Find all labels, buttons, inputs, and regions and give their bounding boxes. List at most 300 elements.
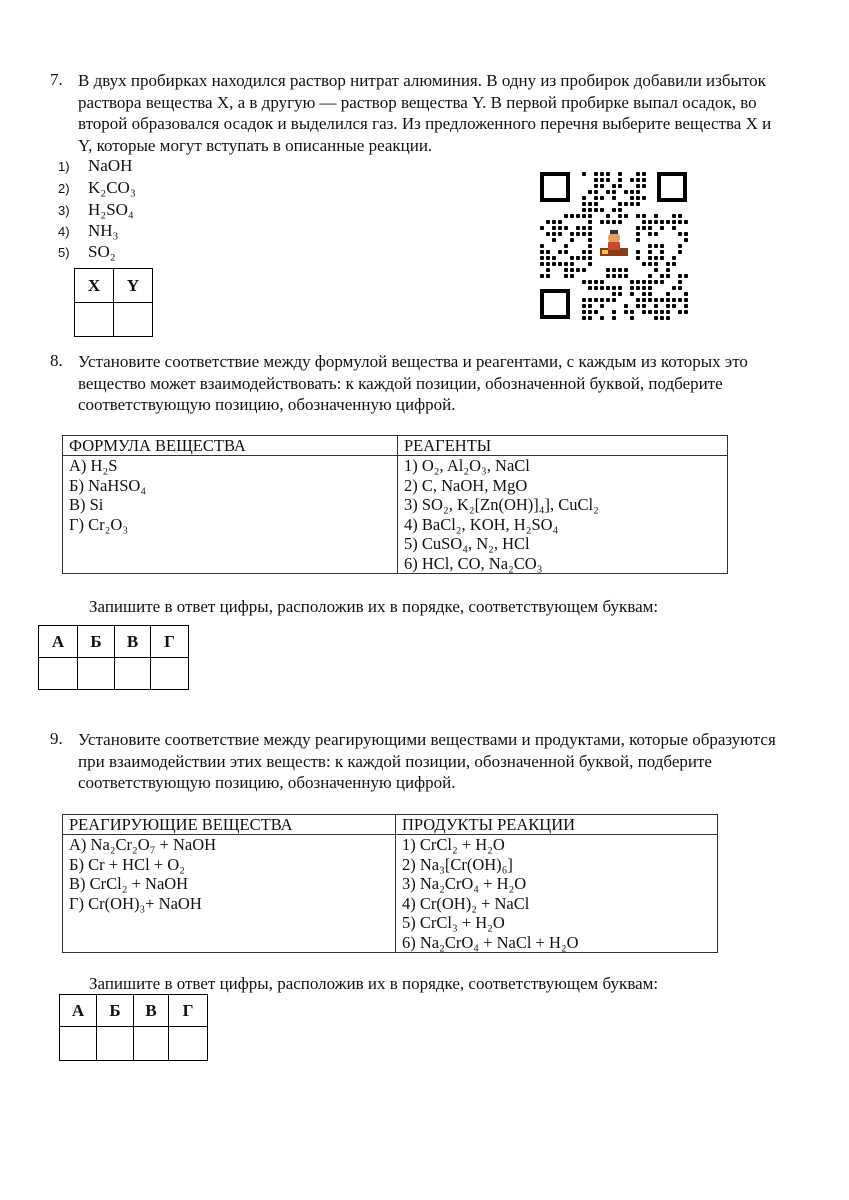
qr-module: [666, 316, 670, 320]
qr-module: [570, 256, 574, 260]
qr-module: [672, 226, 676, 230]
qr-module: [582, 172, 586, 176]
qr-module: [606, 268, 610, 272]
qr-module: [648, 292, 652, 296]
qr-module: [564, 226, 568, 230]
qr-module: [606, 220, 610, 224]
qr-module: [678, 220, 682, 224]
qr-module: [630, 202, 634, 206]
qr-module: [636, 286, 640, 290]
qr-module: [642, 298, 646, 302]
q9-answer-table: [59, 994, 208, 1061]
qr-module: [594, 286, 598, 290]
qr-module: [654, 214, 658, 218]
option-number: 5): [58, 245, 70, 260]
qr-module: [654, 220, 658, 224]
q9-left-header: РЕАГИРУЮЩИЕ ВЕЩЕСТВА: [63, 815, 396, 835]
qr-module: [564, 274, 568, 278]
q8-text-line: соответствующую позицию, обозначенную цифрой.: [78, 395, 456, 414]
q7-text-line: Y, которые могут вступать в описанные реакции.: [78, 135, 433, 155]
qr-module: [636, 256, 640, 260]
qr-module: [582, 214, 586, 218]
qr-module: [552, 226, 556, 230]
qr-module: [594, 310, 598, 314]
qr-module: [540, 244, 544, 248]
qr-module: [588, 280, 592, 284]
qr-module: [582, 298, 586, 302]
qr-module: [666, 268, 670, 272]
qr-module: [588, 262, 592, 266]
qr-module: [654, 280, 658, 284]
qr-finder-top-left: ✦: [540, 172, 570, 202]
qr-module: [588, 304, 592, 308]
answer-header-b: Б: [97, 995, 134, 1027]
qr-module: [564, 262, 568, 266]
qr-module: [552, 256, 556, 260]
qr-module: [672, 298, 676, 302]
qr-module: [540, 226, 544, 230]
qr-module: [588, 286, 592, 290]
qr-module: [654, 232, 658, 236]
qr-module: [570, 274, 574, 278]
qr-module: [654, 298, 658, 302]
qr-module: [678, 214, 682, 218]
qr-module: [672, 262, 676, 266]
qr-module: [570, 232, 574, 236]
q9-answer-prompt: Запишите в ответ цифры, расположив их в порядке, соответствующем буквам:: [89, 974, 659, 993]
option-formula: K₂CO₃: [88, 178, 136, 197]
answer-header-a: А: [60, 995, 97, 1027]
q8-right-item: 1) O₂, Al₂O₃, NaCl: [404, 456, 530, 475]
answer-cell-g[interactable]: [169, 1027, 208, 1061]
answer-cell-v[interactable]: [134, 1027, 169, 1061]
qr-module: [648, 280, 652, 284]
qr-module: [678, 274, 682, 278]
qr-module: [606, 274, 610, 278]
qr-finder-top-right: ✦: [657, 172, 687, 202]
qr-module: [540, 274, 544, 278]
answer-header-a: А: [39, 626, 78, 658]
qr-module: [540, 250, 544, 254]
qr-module: [546, 268, 550, 272]
qr-module: [666, 298, 670, 302]
qr-module: [636, 250, 640, 254]
qr-module: [588, 244, 592, 248]
qr-module: [582, 202, 586, 206]
q8-left-column: [63, 456, 398, 574]
qr-module: [612, 286, 616, 290]
qr-module: [672, 256, 676, 260]
q8-left-item: Г) Cr₂O₃: [69, 514, 129, 534]
qr-module: [660, 220, 664, 224]
q8-text-line: Установите соответствие между формулой вещества и реагентами, с каждым из которых это: [78, 352, 748, 371]
qr-module: [648, 256, 652, 260]
qr-module: [618, 214, 622, 218]
qr-module: [582, 304, 586, 308]
qr-module: [642, 262, 646, 266]
qr-module: [606, 214, 610, 218]
qr-module: [624, 214, 628, 218]
option-number: 1): [58, 159, 70, 174]
qr-module: [588, 310, 592, 314]
qr-module: [678, 310, 682, 314]
q9-number: 9.: [50, 729, 63, 748]
q9-right-item: 2) Na₃[Cr(OH)₆]: [402, 854, 513, 874]
answer-header-v: В: [115, 626, 151, 658]
qr-module: [564, 214, 568, 218]
qr-module: [588, 232, 592, 236]
qr-module: [588, 214, 592, 218]
qr-module: [582, 208, 586, 212]
answer-header-v: В: [134, 995, 169, 1027]
qr-module: [558, 262, 562, 266]
qr-module: [546, 274, 550, 278]
qr-logo-icon: [596, 226, 632, 262]
answer-cell-b[interactable]: [97, 1027, 134, 1061]
qr-module: [654, 304, 658, 308]
qr-module: [558, 250, 562, 254]
qr-module: [588, 226, 592, 230]
q7-text-line: В двух пробирках находился раствор нитрат алюминия. В одну из пробирок добавили избыток: [78, 71, 766, 90]
qr-module: [612, 310, 616, 314]
q9-text: [78, 729, 808, 794]
qr-module: [642, 292, 646, 296]
qr-module: [612, 190, 616, 194]
qr-module: [642, 310, 646, 314]
qr-module: [648, 274, 652, 278]
qr-module: [546, 262, 550, 266]
qr-module: [648, 250, 652, 254]
qr-module: [648, 298, 652, 302]
qr-module: [606, 172, 610, 176]
qr-module: [642, 304, 646, 308]
qr-module: [582, 268, 586, 272]
qr-module: [642, 280, 646, 284]
qr-module: [600, 304, 604, 308]
qr-module: [684, 310, 688, 314]
qr-module: [654, 262, 658, 266]
q9-left-item: Б) Cr + HCl + O₂: [69, 854, 185, 874]
qr-module: [612, 268, 616, 272]
qr-finder-bottom-left: ✦: [540, 289, 570, 319]
qr-module: [654, 256, 658, 260]
qr-module: [660, 310, 664, 314]
qr-module: [606, 190, 610, 194]
q9-right-header: ПРОДУКТЫ РЕАКЦИИ: [396, 815, 718, 835]
qr-module: [660, 226, 664, 230]
qr-module: [636, 232, 640, 236]
qr-module: [588, 202, 592, 206]
q9-right-item: 5) CrCl₃ + H₂O: [402, 913, 505, 932]
q8-right-header: РЕАГЕНТЫ: [398, 436, 728, 456]
qr-module: [588, 316, 592, 320]
qr-module: [630, 196, 634, 200]
answer-cell-v[interactable]: [115, 658, 151, 690]
qr-module: [576, 268, 580, 272]
answer-cell-g[interactable]: [151, 658, 189, 690]
qr-module: [678, 286, 682, 290]
q8-right-item: 2) C, NaOH, MgO: [404, 475, 528, 495]
qr-module: [642, 172, 646, 176]
qr-module: [654, 316, 658, 320]
qr-module: [564, 268, 568, 272]
qr-module: [576, 226, 580, 230]
q9-right-column: [396, 835, 718, 953]
qr-module: [600, 172, 604, 176]
qr-module: [636, 178, 640, 182]
qr-module: [648, 226, 652, 230]
qr-module: [636, 298, 640, 302]
qr-module: [672, 286, 676, 290]
q8-text: [78, 351, 798, 416]
qr-module: [630, 286, 634, 290]
qr-module: [642, 184, 646, 188]
answer-header-g: Г: [151, 626, 189, 658]
qr-module: [648, 262, 652, 266]
qr-module: [666, 310, 670, 314]
qr-module: [624, 310, 628, 314]
qr-module: [540, 262, 544, 266]
qr-module: [588, 208, 592, 212]
q7-option-2: [58, 177, 136, 198]
qr-module: [612, 298, 616, 302]
qr-module: [672, 214, 676, 218]
q7-option-3: [58, 199, 134, 220]
qr-module: [600, 208, 604, 212]
qr-module: [594, 202, 598, 206]
qr-module: [642, 214, 646, 218]
qr-module: [636, 190, 640, 194]
qr-module: [624, 190, 628, 194]
qr-module: [600, 178, 604, 182]
option-formula: H₂SO₄: [88, 200, 134, 219]
option-number: 2): [58, 181, 70, 196]
qr-module: [684, 220, 688, 224]
qr-module: [648, 310, 652, 314]
qr-module: [582, 256, 586, 260]
qr-module: [684, 292, 688, 296]
answer-cell-b[interactable]: [78, 658, 115, 690]
qr-module: [684, 304, 688, 308]
qr-module: [570, 268, 574, 272]
qr-module: [564, 250, 568, 254]
qr-module: [546, 250, 550, 254]
q8-right-column: [398, 456, 728, 574]
qr-module: [576, 256, 580, 260]
qr-module: [612, 316, 616, 320]
q8-text-line: вещество может взаимодействовать: к каждой позиции, обозначенной буквой, подберите: [78, 373, 723, 393]
qr-module: [648, 244, 652, 248]
qr-module: [600, 220, 604, 224]
qr-module: [636, 196, 640, 200]
q9-right-item: 3) Na₂CrO₄ + H₂O: [402, 874, 527, 893]
qr-module: [594, 196, 598, 200]
qr-module: [588, 190, 592, 194]
qr-module: [552, 220, 556, 224]
qr-module: [678, 280, 682, 284]
qr-module: [618, 178, 622, 182]
q8-answer-prompt: Запишите в ответ цифры, расположив их в порядке, соответствующем буквам:: [89, 597, 659, 616]
q9-right-item: 6) Na₂CrO₄ + NaCl + H₂O: [402, 932, 579, 952]
qr-module: [630, 178, 634, 182]
qr-module: [552, 238, 556, 242]
q8-matching-table: [62, 435, 728, 574]
q7-text-line: раствора вещества X, а в другую — раствор вещества Y. В первой пробирке выпал осадок, во: [78, 92, 757, 112]
qr-module: [624, 304, 628, 308]
qr-module: [600, 316, 604, 320]
qr-module: [558, 226, 562, 230]
qr-module: [558, 220, 562, 224]
qr-module: [678, 298, 682, 302]
option-formula: NaOH: [88, 156, 133, 175]
answer-cell-y[interactable]: [114, 303, 153, 337]
qr-module: [594, 184, 598, 188]
qr-module: [582, 280, 586, 284]
qr-module: [666, 274, 670, 278]
qr-module: [594, 172, 598, 176]
qr-module: [648, 232, 652, 236]
qr-module: [612, 220, 616, 224]
qr-module: [618, 220, 622, 224]
q7-text-line: второй образовался осадок и выделился газ. Из предложенного перечня выберите вещества X и: [78, 114, 772, 133]
q9-right-item: 1) CrCl₂ + H₂O: [402, 835, 505, 854]
qr-module: [666, 220, 670, 224]
qr-module: [612, 292, 616, 296]
qr-module: [660, 316, 664, 320]
q8-right-item: 6) HCl, CO, Na₂CO₃: [404, 553, 543, 573]
qr-module: [660, 244, 664, 248]
option-formula: NH₃: [88, 221, 119, 240]
qr-module: [636, 304, 640, 308]
q8-left-item: А) H₂S: [69, 456, 118, 475]
qr-module: [618, 172, 622, 176]
qr-module: [612, 196, 616, 200]
q8-right-item: 5) CuSO₄, N₂, HCl: [404, 534, 530, 553]
qr-module: [588, 256, 592, 260]
qr-module: [558, 232, 562, 236]
qr-module: [546, 232, 550, 236]
qr-module: [636, 202, 640, 206]
qr-module: [600, 298, 604, 302]
q7-option-1: [58, 155, 132, 176]
qr-module: [660, 298, 664, 302]
answer-header-y: Y: [114, 269, 153, 303]
qr-module: [660, 250, 664, 254]
answer-cell-x[interactable]: [75, 303, 114, 337]
option-number: 3): [58, 203, 70, 218]
option-formula: SO₂: [88, 242, 116, 261]
q9-left-item: Г) Cr(OH)₃+ NaOH: [69, 893, 202, 913]
q9-text-line: Установите соответствие между реагирующими веществами и продуктами, которые образуются: [78, 730, 776, 749]
qr-module: [606, 298, 610, 302]
qr-module: [600, 286, 604, 290]
qr-module: [594, 208, 598, 212]
qr-module: [588, 220, 592, 224]
q9-text-line: при взаимодействии этих веществ: к каждой позиции, обозначенной буквой, подберите: [78, 751, 712, 771]
qr-module: [636, 238, 640, 242]
qr-module: [594, 190, 598, 194]
qr-module: [582, 310, 586, 314]
qr-module: [546, 256, 550, 260]
qr-module: [654, 244, 658, 248]
answer-header-b: Б: [78, 626, 115, 658]
qr-module: [618, 292, 622, 296]
qr-module: [636, 184, 640, 188]
qr-module: [570, 214, 574, 218]
qr-module: [588, 238, 592, 242]
qr-module: [540, 256, 544, 260]
qr-module: [642, 226, 646, 230]
qr-module: [642, 196, 646, 200]
qr-module: [612, 208, 616, 212]
qr-module: [570, 238, 574, 242]
qr-module: [630, 310, 634, 314]
qr-module: [618, 184, 622, 188]
qr-module: [576, 232, 580, 236]
q9-left-item: В) CrCl₂ + NaOH: [69, 874, 189, 893]
qr-module: [660, 274, 664, 278]
qr-module: [618, 274, 622, 278]
q8-left-item: Б) NaHSO₄: [69, 475, 147, 495]
q9-matching-table: [62, 814, 718, 953]
qr-module: [642, 286, 646, 290]
qr-module: [636, 280, 640, 284]
qr-module: [684, 232, 688, 236]
qr-module: [648, 220, 652, 224]
qr-module: [678, 244, 682, 248]
answer-cell-a[interactable]: [60, 1027, 97, 1061]
qr-module: [684, 238, 688, 242]
qr-module: [642, 178, 646, 182]
qr-module: [636, 214, 640, 218]
qr-module: [654, 268, 658, 272]
q8-right-item: 4) BaCl₂, KOH, H₂SO₄: [404, 514, 559, 534]
q8-left-header: ФОРМУЛА ВЕЩЕСТВА: [63, 436, 398, 456]
qr-module: [648, 286, 652, 290]
qr-module: [678, 250, 682, 254]
answer-cell-a[interactable]: [39, 658, 78, 690]
q7-answer-table: [74, 268, 153, 337]
qr-module: [552, 232, 556, 236]
qr-module: [588, 298, 592, 302]
qr-module: [618, 268, 622, 272]
qr-module: [618, 208, 622, 212]
q9-left-column: [63, 835, 396, 953]
qr-module: [684, 298, 688, 302]
qr-module: [624, 202, 628, 206]
q7-number: 7.: [50, 70, 63, 89]
qr-module: [624, 274, 628, 278]
qr-module: [612, 274, 616, 278]
qr-module: [582, 196, 586, 200]
qr-module: [678, 232, 682, 236]
q8-number: 8.: [50, 351, 63, 370]
qr-module: [624, 268, 628, 272]
qr-module: [660, 256, 664, 260]
q7-option-5: [58, 241, 116, 262]
qr-module: [582, 316, 586, 320]
qr-module: [654, 310, 658, 314]
qr-module: [594, 178, 598, 182]
qr-module: [546, 220, 550, 224]
qr-code: [536, 168, 691, 323]
option-number: 4): [58, 224, 70, 239]
q9-text-line: соответствующую позицию, обозначенную цифрой.: [78, 773, 456, 792]
qr-module: [606, 178, 610, 182]
q8-right-item: 3) SO₂, K₂[Zn(OH)]₄], CuCl₂: [404, 495, 599, 514]
qr-module: [582, 232, 586, 236]
qr-module: [642, 220, 646, 224]
